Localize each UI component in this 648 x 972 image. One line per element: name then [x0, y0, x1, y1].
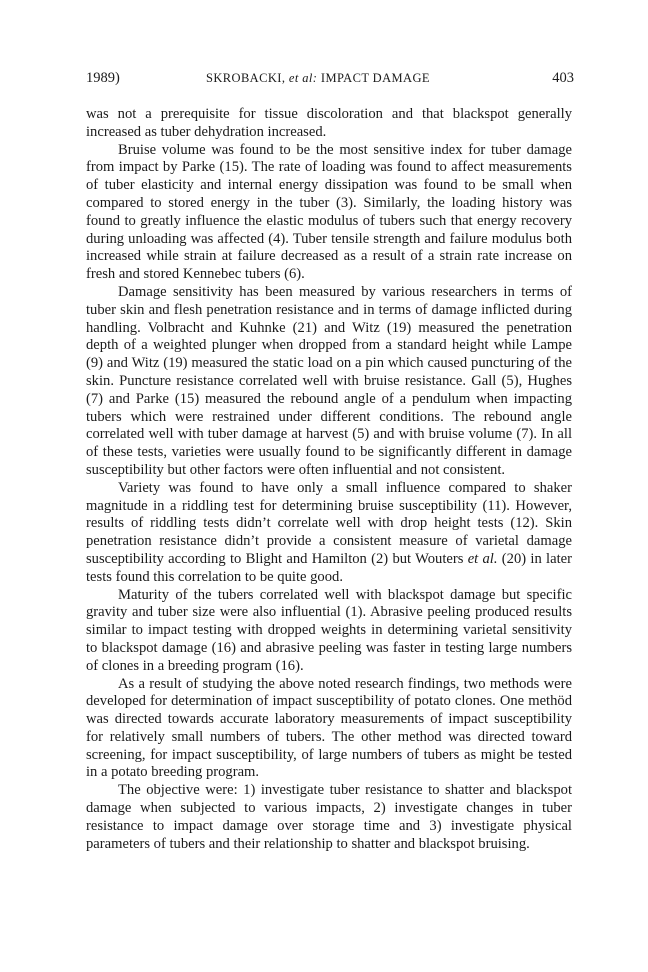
paragraph — [86, 480, 572, 587]
paragraph — [86, 587, 572, 676]
running-head — [86, 70, 574, 90]
paragraph — [86, 142, 572, 284]
paragraph — [86, 782, 572, 853]
running-head-authors: SKROBACKI, — [206, 71, 286, 85]
body-text — [86, 106, 572, 853]
paragraph-text: As a result of studying the above noted research findings, two methods were developed for determination of impact susceptibility of potato clones. One methöd was directed towards accurate laboratory measurements of impact susceptibility for relatively small numbers of tubers. The other method was directed toward screening, for impact susceptibility, of large numbers of tubers as might be tested in a potato breeding program. — [86, 675, 572, 781]
paragraph-text: Bruise volume was found to be the most sensitive index for tuber damage from impact by Parke (15). The rate of loading was found to affect measurements of tuber elasticity and internal energy dissipation was found to be small when compared to stored energy in the tuber (3). Similarly, the loading history was found to greatly influence the elastic modulus of tubers such that energy recovery during unloading was affected (4). Tuber tensile strength and failure modulus both increased while strain at failure decreased as a result of a strain rate increase on fresh and stored Kennebec tubers (6). — [86, 141, 572, 283]
running-head-et-al: et al: — [288, 71, 318, 85]
paragraph — [86, 284, 572, 480]
running-head-title — [206, 71, 430, 86]
paragraph-text: was not a prerequisite for tissue discoloration and that blackspot generally increased as tuber dehydration increased. — [86, 106, 572, 140]
paragraph-text: Variety was found to have only a small influence compared to shaker magnitude in a riddling test for determining bruise susceptibility (11). However, results of riddling tests didn’t correlate well with drop height tests (12). Skin penetration resistance didn’t provide a consistent measure of varietal damage susceptibility according to Blight and Hamilton (2) but Wouters — [86, 479, 572, 567]
page-number: 403 — [552, 70, 574, 86]
paragraph-text: Maturity of the tubers correlated well with blackspot damage but specific gravity and tuber size were also influential (1). Abrasive peeling produced results similar to impact testing with dropped weights in determining varietal sensitivity to blackspot damage (16) and abrasive peeling was faster in testing large numbers of clones in a breeding program (16). — [86, 586, 572, 674]
running-head-year: 1989) — [86, 70, 120, 86]
paragraph — [86, 676, 572, 783]
paragraph-text: (20) in later tests found this correlation to be quite good. — [86, 550, 572, 585]
running-head-topic: IMPACT DAMAGE — [320, 71, 430, 85]
paragraph — [86, 106, 572, 142]
paragraph-text: The objective were: 1) investigate tuber resistance to shatter and blackspot damage when subjected to various impacts, 2) investigate changes in tuber resistance to impact damage over storage time and 3) investigate physical parameters of tubers and their relationship to shatter and blackspot bruising. — [86, 782, 572, 852]
paragraph-text: Damage sensitivity has been measured by various researchers in terms of tuber skin and flesh penetration resistance and in terms of damage inflicted during handling. Volbracht and Kuhnke (21) and Witz (19) measured the penetration depth of a weighted plunger when dropped from a standard height while Lampe (9) and Witz (19) measured the static load on a pin which caused puncturing of the skin. Puncture resistance correlated well with bruise resistance. Gall (5), Hughes (7) and Parke (15) measured the rebound angle of a pendulum when impacting tubers which were restrained under different conditions. The rebound angle correlated well with tuber damage at harvest (5) and with bruise volume (7). In all of these tests, varieties were usually found to be significantly different in damage susceptibility but other factors were often influential and not consistent. — [86, 283, 572, 478]
italic-text: et al. — [467, 550, 498, 567]
